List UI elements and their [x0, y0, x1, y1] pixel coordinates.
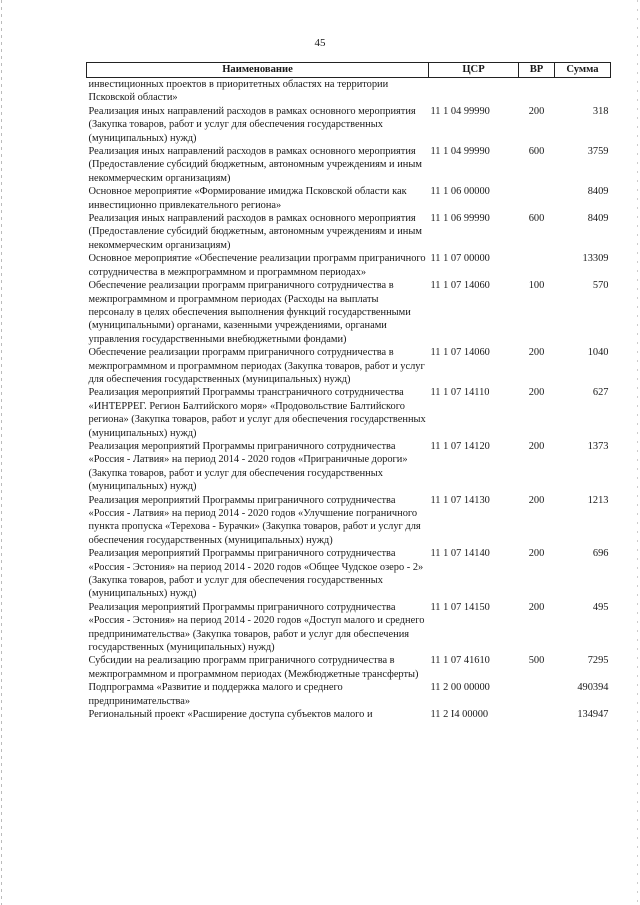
cell-vr: [519, 708, 555, 721]
table-row: [87, 494, 611, 548]
cell-sum: 7295: [587, 655, 609, 667]
table-row: [87, 252, 611, 279]
cell-sum: 318: [592, 105, 609, 117]
cell-csr: 11 2 I4 00000: [430, 709, 489, 721]
table-row: [87, 212, 611, 252]
cell-csr: 11 1 04 99990: [430, 105, 490, 117]
cell-csr: 11 1 06 99990: [430, 213, 490, 225]
cell-csr: 11 1 07 14060: [430, 347, 490, 359]
cell-name: Реализация мероприятий Программы приграничного сотрудничества «Россия - Эстония» на период 2014 - 2020 годов «Общее Чудское озеро - 2» (Закупка товаров, работ и услуг для обеспечения государственных (муниципальных) нужд): [88, 548, 424, 600]
header-name: Наименование: [87, 63, 429, 78]
cell-vr: 200: [528, 105, 545, 117]
cell-vr: 200: [528, 347, 545, 359]
cell-vr: [519, 185, 555, 212]
table-row: [87, 681, 611, 708]
table-row: [87, 386, 611, 440]
cell-vr: [519, 681, 555, 708]
cell-sum: 8409: [587, 186, 609, 198]
cell-name: Реализация мероприятий Программы приграничного сотрудничества «Россия - Эстония» на период 2014 - 2020 годов «Доступ малого и среднего предпринимательства» (Закупка товаров, работ и услуг для обеспечения государственных (муниципальных) нужд): [88, 601, 425, 654]
cell-sum: 495: [592, 601, 609, 613]
cell-vr: 600: [528, 213, 545, 225]
header-csr: ЦСР: [429, 63, 519, 78]
cell-name: Основное мероприятие «Формирование имиджа Псковской области как инвестиционно привлекательного региона»: [88, 186, 407, 211]
cell-csr: [429, 78, 519, 105]
table-row: [87, 185, 611, 212]
cell-name: Субсидии на реализацию программ приграничного сотрудничества в межпрограммном и программном периодах (Межбюджетные трансферты): [88, 655, 419, 680]
cell-sum: 490394: [577, 682, 609, 694]
cell-name: Реализация иных направлений расходов в рамках основного мероприятия (Предоставление субсидий бюджетным, автономным учреждениям и иным некоммерческим организациям): [88, 146, 422, 184]
cell-vr: 500: [528, 655, 545, 667]
cell-name: Реализация мероприятий Программы трансграничного сотрудничества «ИНТЕРРЕГ. Регион Балтийского моря» «Продовольствие Балтийского региона» (Закупка товаров, работ и услуг для обеспечения государственных (муниципальных) нужд): [88, 387, 426, 439]
cell-sum: 1213: [587, 494, 609, 506]
cell-sum: 696: [592, 548, 609, 560]
scan-edge-right: [637, 0, 638, 905]
table-row: [87, 279, 611, 346]
cell-vr: 200: [528, 387, 545, 399]
cell-csr: 11 1 07 00000: [430, 253, 490, 265]
cell-vr: 600: [528, 146, 545, 158]
table-row: [87, 601, 611, 655]
cell-csr: 11 1 07 14140: [430, 548, 490, 560]
cell-name: Обеспечение реализации программ приграничного сотрудничества в межпрограммном и программном периодах (Закупка товаров, работ и услуг для обеспечения государственных (муниципальных) нужд): [88, 347, 425, 385]
table-row: [87, 440, 611, 494]
cell-csr: 11 1 06 00000: [430, 186, 490, 198]
cell-name: Региональный проект «Расширение доступа субъектов малого и: [88, 709, 373, 721]
table-row: [87, 346, 611, 386]
cell-sum: 134947: [577, 709, 609, 721]
cell-vr: 200: [528, 494, 545, 506]
cell-sum: 1373: [587, 440, 609, 452]
cell-csr: 11 1 07 41610: [430, 655, 490, 667]
cell-csr: 11 1 07 14130: [430, 494, 490, 506]
table-row: [87, 78, 611, 105]
cell-vr: 200: [528, 601, 545, 613]
cell-name: Реализация мероприятий Программы приграничного сотрудничества «Россия - Латвия» на период 2014 - 2020 годов «Улучшение пограничного пункта пропуска «Терехова - Бурачки» (Закупка товаров, работ и услуг для обеспечения государственных (муниципальных) нужд): [88, 494, 421, 546]
table-row: [87, 654, 611, 681]
table-row: [87, 145, 611, 185]
cell-name: инвестиционных проектов в приоритетных областях на территории Псковской области»: [88, 79, 389, 104]
cell-vr: 100: [528, 280, 545, 292]
table-header-row: [87, 63, 611, 78]
cell-csr: 11 1 07 14120: [430, 440, 490, 452]
cell-sum: 3759: [587, 146, 609, 158]
cell-sum: 13309: [582, 253, 609, 265]
cell-name: Подпрограмма «Развитие и поддержка малого и среднего предпринимательства»: [88, 682, 343, 707]
scan-edge-left: [1, 0, 2, 905]
table-row: [87, 105, 611, 145]
cell-vr: 200: [528, 440, 545, 452]
cell-name: Реализация иных направлений расходов в рамках основного мероприятия (Закупка товаров, работ и услуг для обеспечения государственных (муниципальных) нужд): [88, 105, 416, 144]
budget-table: [86, 62, 611, 722]
cell-sum: 627: [592, 387, 609, 399]
cell-vr: [519, 252, 555, 279]
cell-name: Реализация иных направлений расходов в рамках основного мероприятия (Предоставление субсидий бюджетным, автономным учреждениям и иным некоммерческим организациям): [88, 213, 422, 251]
table-row: [87, 708, 611, 721]
cell-name: Реализация мероприятий Программы приграничного сотрудничества «Россия - Латвия» на период 2014 - 2020 годов «Приграничные дороги» (Закупка товаров, работ и услуг для обеспечения государственных (муниципальных) нужд): [88, 440, 408, 493]
cell-sum: [555, 78, 611, 105]
cell-sum: 570: [592, 280, 609, 292]
cell-name: Основное мероприятие «Обеспечение реализации программ приграничного сотрудничества в межпрограммном и программном периодах»: [88, 253, 426, 278]
cell-csr: 11 1 04 99990: [430, 146, 490, 158]
header-sum: Сумма: [555, 63, 611, 78]
cell-vr: [519, 78, 555, 105]
cell-csr: 11 1 07 14110: [430, 387, 490, 399]
cell-vr: 200: [528, 548, 545, 560]
cell-csr: 11 2 00 00000: [430, 682, 490, 694]
cell-name: Обеспечение реализации программ приграничного сотрудничества в межпрограммном и программном периодах (Расходы на выплаты персоналу в целях обеспечения выполнения функций государственными (муниципальными) органами, казенными учреждениями, органами управления государственными внебюджетными фондами): [88, 280, 411, 345]
cell-sum: 8409: [587, 213, 609, 225]
cell-sum: 1040: [587, 347, 609, 359]
page-number: 45: [314, 37, 326, 49]
cell-csr: 11 1 07 14150: [430, 601, 490, 613]
table-row: [87, 547, 611, 601]
header-vr: ВР: [519, 63, 555, 78]
cell-csr: 11 1 07 14060: [430, 280, 490, 292]
